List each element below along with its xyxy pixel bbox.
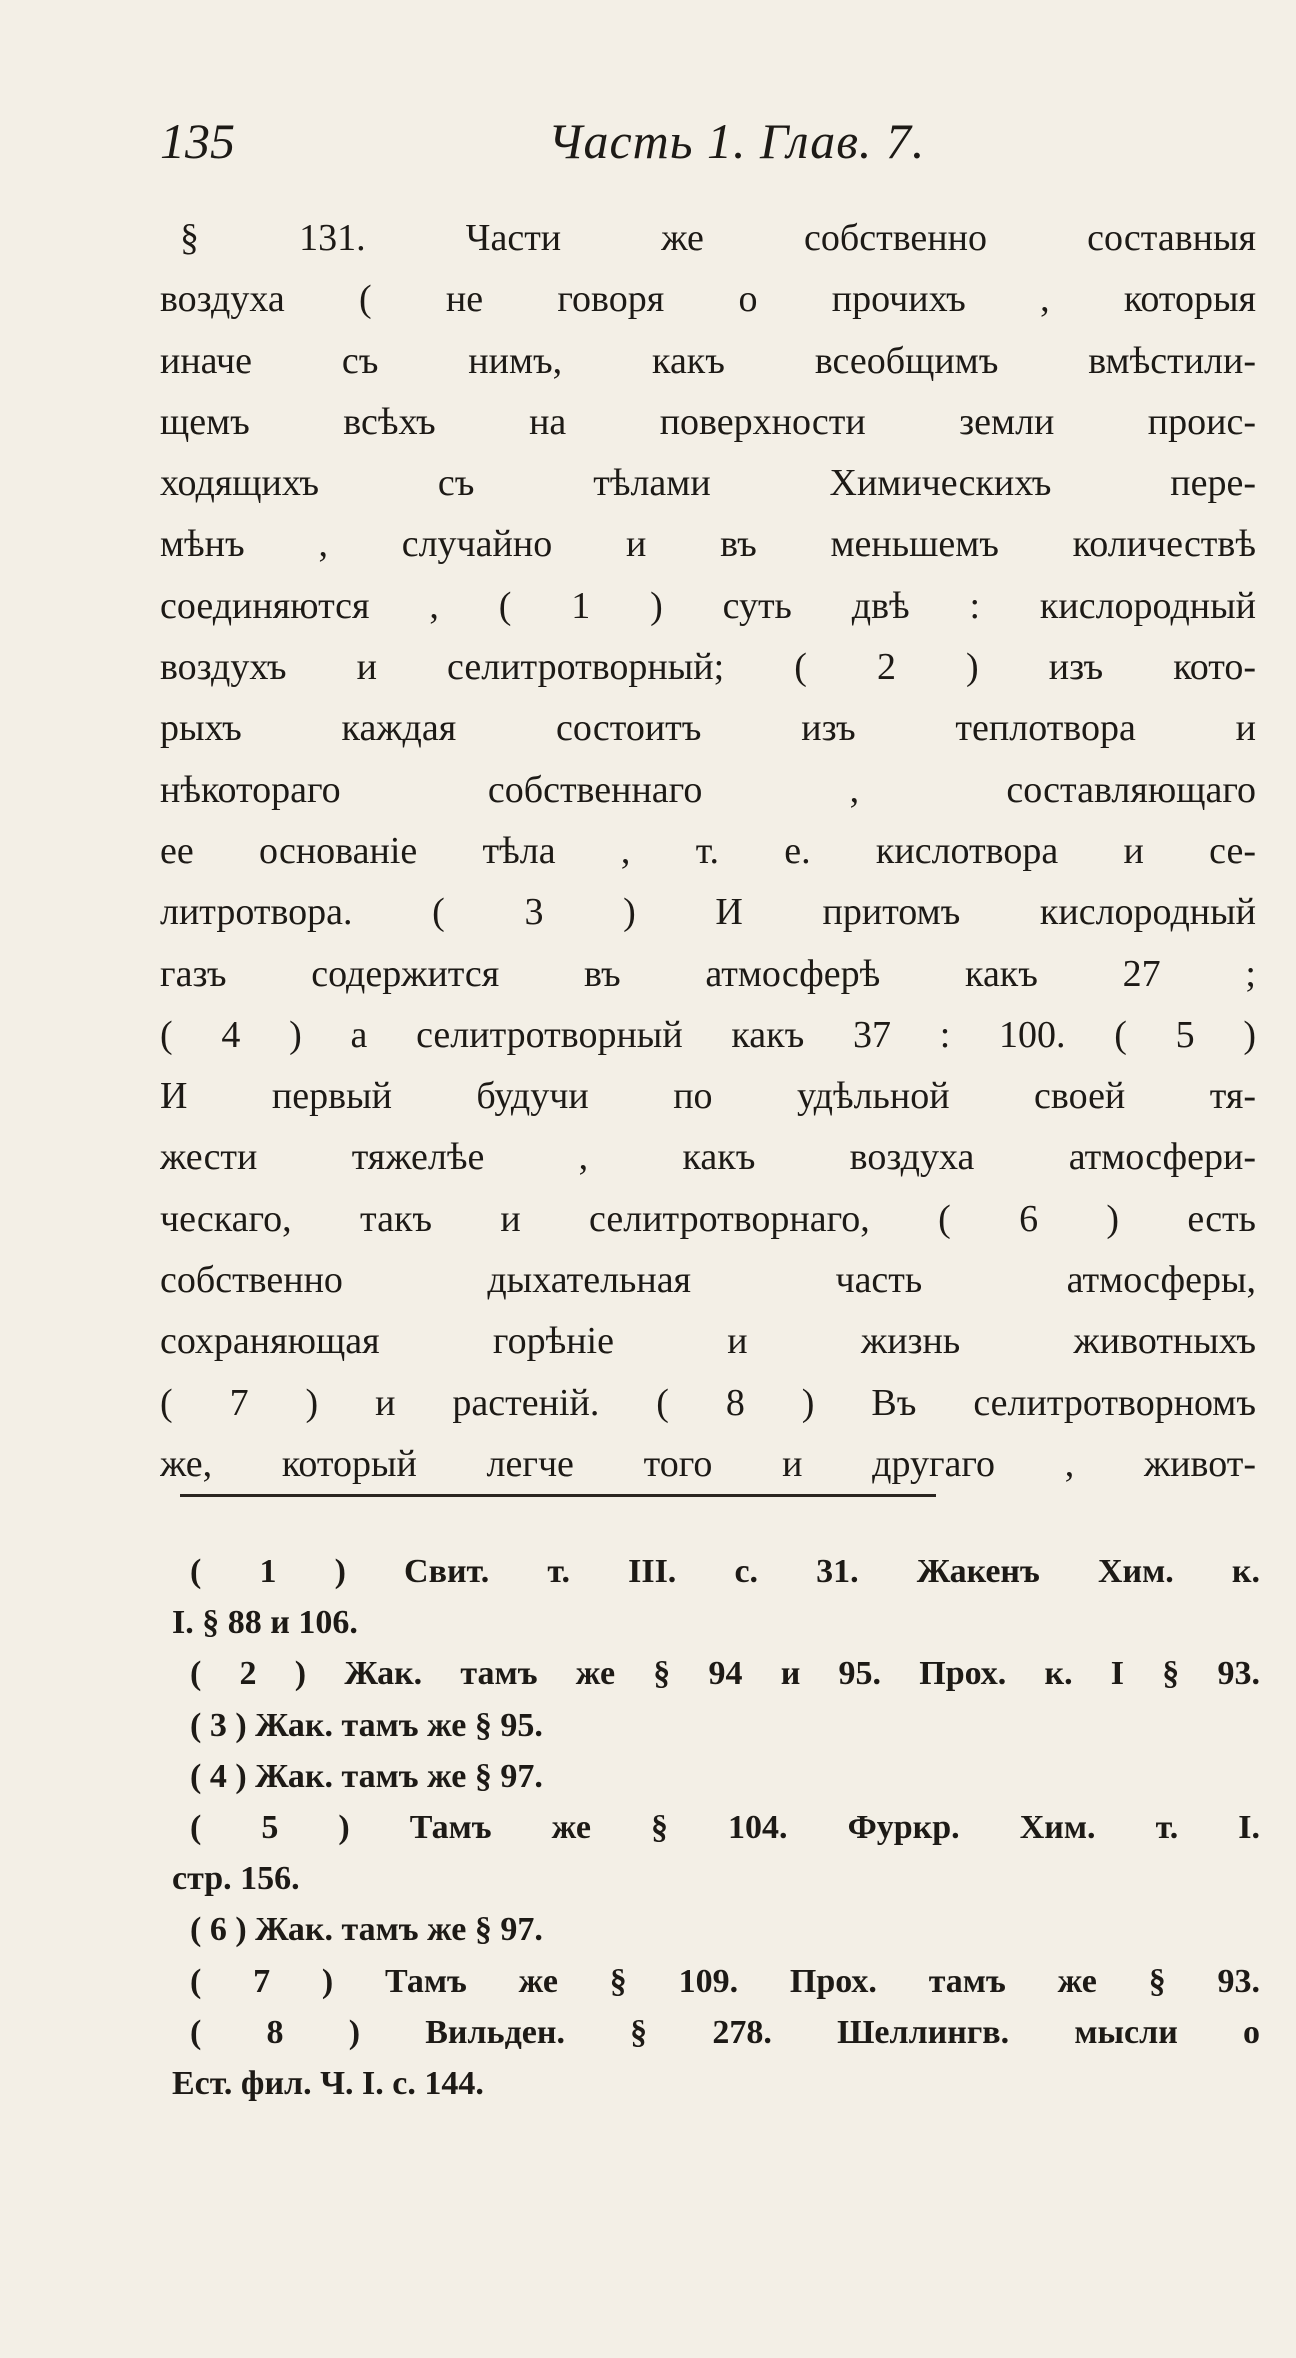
text-line: ходящихъ съ тѣлами Химическихъ пере- xyxy=(160,462,1256,505)
running-head: Часть 1. Глав. 7. xyxy=(548,113,926,169)
footnote-line: стр. 156. xyxy=(172,1860,300,1898)
text-line: литротвора. ( 3 ) И притомъ кислородный xyxy=(160,891,1256,934)
text-line: рыхъ каждая состоитъ изъ теплотвора и xyxy=(160,707,1256,750)
text-line: сохраняющая горѣніе и жизнь животныхъ xyxy=(160,1320,1256,1363)
text-line: ( 4 ) а селитротворный какъ 37 : 100. ( 5 ) xyxy=(160,1013,1256,1056)
text-line: собственно дыхательная часть атмосферы, xyxy=(160,1259,1256,1302)
footnote-line: I. § 88 и 106. xyxy=(172,1604,358,1642)
text-line: соединяются , ( 1 ) суть двѣ : кислородный xyxy=(160,584,1256,627)
footnote-line: ( 2 ) Жак. тамъ же § 94 и 95. Прох. к. I § 93. xyxy=(190,1655,1260,1693)
text-line: же, который легче того и другаго , живот- xyxy=(160,1442,1256,1485)
footnote-line: ( 3 ) Жак. тамъ же § 95. xyxy=(190,1706,543,1744)
text-line: мѣнъ , случайно и въ меньшемъ количествѣ xyxy=(160,523,1256,566)
footnote-line: ( 7 ) Тамъ же § 109. Прох. тамъ же § 93. xyxy=(190,1962,1260,2000)
footnotes xyxy=(172,1546,1260,2109)
main-text xyxy=(160,208,1256,1495)
footnote-line: ( 4 ) Жак. тамъ же § 97. xyxy=(190,1757,543,1795)
text-line: газъ содержится въ атмосферѣ какъ 27 ; xyxy=(160,952,1256,995)
text-line: воздухъ и селитротворный; ( 2 ) изъ кото- xyxy=(160,646,1256,689)
text-line: жести тяжелѣе , какъ воздуха атмосфери- xyxy=(160,1136,1256,1179)
text-line: ческаго, такъ и селитротворнаго, ( 6 ) есть xyxy=(160,1197,1256,1240)
footnote-line: ( 8 ) Вильден. § 278. Шеллингв. мысли о xyxy=(190,2013,1260,2051)
text-line: иначе съ нимъ, какъ всеобщимъ вмѣстили- xyxy=(160,339,1256,382)
footnote-separator xyxy=(180,1494,936,1497)
text-line: И первый будучи по удѣльной своей тя- xyxy=(160,1075,1256,1118)
text-line: нѣкотораго собственнаго , составляющаго xyxy=(160,768,1256,811)
text-line: § 131. Части же собственно составныя xyxy=(180,217,1256,259)
page-header xyxy=(160,112,1010,182)
page-number: 135 xyxy=(160,113,235,169)
text-line: щемъ всѣхъ на поверхности земли проис- xyxy=(160,400,1256,443)
footnote-line: ( 1 ) Свит. т. III. с. 31. Жакенъ Хим. к. xyxy=(190,1553,1260,1590)
footnote-line: ( 5 ) Тамъ же § 104. Фуркр. Хим. т. I. xyxy=(190,1808,1260,1846)
footnote-line: ( 6 ) Жак. тамъ же § 97. xyxy=(190,1911,543,1949)
text-line: ее основаніе тѣла , т. е. кислотвора и се- xyxy=(160,829,1256,872)
footnote-line: Ест. фил. Ч. I. с. 144. xyxy=(172,2064,484,2102)
text-line: ( 7 ) и растеній. ( 8 ) Въ селитротворномъ xyxy=(160,1381,1256,1424)
text-line: воздуха ( не говоря о прочихъ , которыя xyxy=(160,278,1256,321)
